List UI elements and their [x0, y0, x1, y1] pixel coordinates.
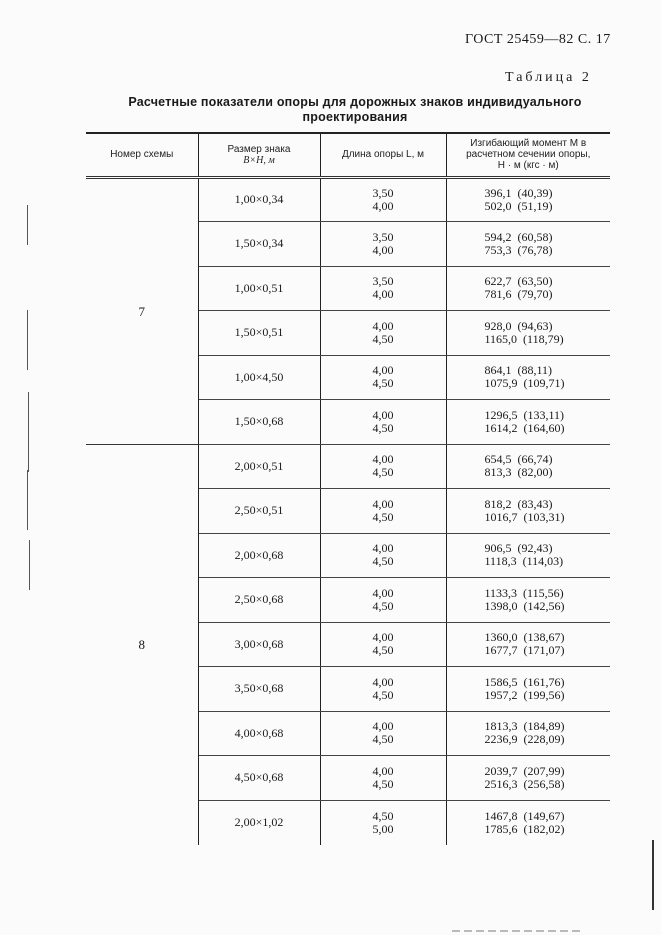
bending-moment-value: 906,5 (92,43) [484, 541, 553, 556]
bending-moment-value: 2039,7 (207,99) [484, 763, 565, 778]
support-length-value: 4,00 [372, 719, 394, 734]
bending-moment-cell [446, 489, 610, 534]
header-support-length: Длина опоры L, м [320, 133, 446, 177]
header-sign-size-line-2: B×H, м [243, 154, 275, 166]
scheme-number-cell: 7 [86, 177, 198, 444]
support-length-cell [320, 311, 446, 356]
bending-moment-cell [446, 533, 610, 578]
bending-moment-value: 502,0 (51,19) [484, 198, 553, 213]
bending-moment-value: 781,6 (79,70) [484, 287, 553, 302]
support-length-value: 3,50 [372, 274, 394, 289]
header-bending-moment-line-1: Изгибающий момент M в [470, 138, 587, 150]
sign-size-cell: 2,00×1,02 [198, 800, 320, 845]
support-length-cell [320, 444, 446, 489]
header-sign-size-line-1: Размер знака [227, 143, 291, 155]
support-length-value: 4,00 [372, 585, 394, 600]
bending-moment-value: 1296,5 (133,11) [484, 407, 565, 422]
sign-size-cell: 1,00×4,50 [198, 355, 320, 400]
margin-scan-mark [27, 470, 28, 530]
bending-moment-value: 1677,7 (171,07) [484, 643, 565, 658]
support-length-value: 4,50 [372, 776, 394, 791]
support-length-value: 4,00 [372, 452, 394, 467]
support-length-value: 4,00 [372, 407, 394, 422]
support-length-value: 4,00 [372, 287, 394, 302]
support-length-cell [320, 222, 446, 267]
margin-scan-mark [28, 392, 29, 472]
sign-size-cell: 3,50×0,68 [198, 667, 320, 712]
sign-size-cell: 1,50×0,34 [198, 222, 320, 267]
support-length-cell [320, 622, 446, 667]
bending-moment-value: 813,3 (82,00) [484, 465, 553, 480]
sign-size-cell: 3,00×0,68 [198, 622, 320, 667]
support-length-value: 4,50 [372, 465, 394, 480]
support-length-value: 4,00 [372, 763, 394, 778]
support-length-value: 4,00 [372, 496, 394, 511]
support-length-cell [320, 177, 446, 222]
support-length-value: 4,50 [372, 808, 394, 823]
header-scheme-number: Номер схемы [110, 149, 174, 161]
footer-scan-artifact [452, 930, 582, 932]
header-bending-moment-line-3: Н · м (кгс · м) [497, 160, 559, 172]
bending-moment-value: 1075,9 (109,71) [484, 376, 565, 391]
bending-moment-value: 396,1 (40,39) [484, 185, 553, 200]
bending-moment-value: 1813,3 (184,89) [484, 719, 565, 734]
bending-moment-cell [446, 667, 610, 712]
sign-size-cell: 1,00×0,51 [198, 266, 320, 311]
bending-moment-cell [446, 444, 610, 489]
page-header-reference: ГОСТ 25459—82 С. 17 [465, 32, 611, 47]
bending-moment-value: 1785,6 (182,02) [484, 821, 565, 836]
support-length-cell [320, 578, 446, 623]
bending-moment-cell [446, 756, 610, 801]
header-bending-moment [446, 133, 610, 177]
table-title-line-2: проектирования [302, 110, 408, 124]
support-length-value: 4,00 [372, 674, 394, 689]
support-length-value: 4,00 [372, 363, 394, 378]
header-sign-size [198, 133, 320, 177]
support-length-cell [320, 667, 446, 712]
bending-moment-value: 753,3 (76,78) [484, 242, 553, 257]
support-length-value: 4,50 [372, 598, 394, 613]
support-length-value: 4,50 [372, 554, 394, 569]
scheme-number-cell: 8 [86, 444, 198, 845]
margin-scan-mark [29, 540, 30, 590]
table-title-line-1: Расчетные показатели опоры для дорожных знаков индивидуального [128, 95, 582, 109]
support-length-cell [320, 489, 446, 534]
header-bending-moment-line-2: расчетном сечении опоры, [466, 149, 591, 161]
bending-moment-cell [446, 266, 610, 311]
support-length-value: 4,50 [372, 732, 394, 747]
sign-size-cell: 2,00×0,68 [198, 533, 320, 578]
bending-moment-value: 1586,5 (161,76) [484, 674, 565, 689]
support-length-cell [320, 355, 446, 400]
sign-size-cell: 1,00×0,34 [198, 177, 320, 222]
bending-moment-value: 1467,8 (149,67) [484, 808, 565, 823]
bending-moment-value: 1398,0 (142,56) [484, 598, 565, 613]
bending-moment-value: 818,2 (83,43) [484, 496, 553, 511]
bending-moment-value: 622,7 (63,50) [484, 274, 553, 289]
table-row [86, 177, 610, 222]
table-header-row [86, 133, 610, 177]
bending-moment-value: 2516,3 (256,58) [484, 776, 565, 791]
support-length-value: 4,50 [372, 509, 394, 524]
bending-moment-value: 2236,9 (228,09) [484, 732, 565, 747]
sign-size-cell: 1,50×0,68 [198, 400, 320, 445]
support-length-value: 3,50 [372, 185, 394, 200]
sign-size-cell: 4,50×0,68 [198, 756, 320, 801]
support-length-value: 3,50 [372, 229, 394, 244]
bending-moment-cell [446, 177, 610, 222]
support-length-value: 4,00 [372, 198, 394, 213]
bending-moment-cell [446, 311, 610, 356]
sign-size-cell: 2,50×0,68 [198, 578, 320, 623]
bending-moment-cell [446, 711, 610, 756]
table-title [100, 95, 610, 125]
margin-scan-mark [27, 205, 28, 245]
margin-scan-mark [652, 840, 654, 910]
bending-moment-value: 654,5 (66,74) [484, 452, 553, 467]
sign-size-cell: 4,00×0,68 [198, 711, 320, 756]
sign-size-cell: 2,50×0,51 [198, 489, 320, 534]
support-length-value: 4,00 [372, 242, 394, 257]
bending-moment-value: 1118,3 (114,03) [484, 554, 564, 569]
support-length-cell [320, 533, 446, 578]
bending-moment-value: 1360,0 (138,67) [484, 630, 565, 645]
margin-scan-mark [27, 310, 28, 370]
support-length-cell [320, 711, 446, 756]
bending-moment-cell [446, 622, 610, 667]
table-label: Таблица 2 [505, 70, 592, 85]
table-row [86, 444, 610, 489]
support-length-value: 4,50 [372, 643, 394, 658]
bending-moment-cell [446, 400, 610, 445]
bending-moment-value: 1165,0 (118,79) [484, 331, 564, 346]
bending-moment-cell [446, 800, 610, 845]
support-length-cell [320, 756, 446, 801]
bending-moment-value: 1016,7 (103,31) [484, 509, 565, 524]
support-length-value: 4,50 [372, 376, 394, 391]
support-length-cell [320, 800, 446, 845]
sign-size-cell: 1,50×0,51 [198, 311, 320, 356]
bending-moment-value: 1957,2 (199,56) [484, 687, 565, 702]
support-length-cell [320, 266, 446, 311]
support-length-value: 5,00 [372, 821, 394, 836]
support-length-value: 4,50 [372, 687, 394, 702]
bending-moment-value: 1614,2 (164,60) [484, 420, 565, 435]
bending-moment-cell [446, 355, 610, 400]
calculation-table [86, 132, 610, 845]
support-length-cell [320, 400, 446, 445]
support-length-value: 4,00 [372, 541, 394, 556]
bending-moment-value: 594,2 (60,58) [484, 229, 553, 244]
support-length-value: 4,50 [372, 331, 394, 346]
support-length-value: 4,00 [372, 318, 394, 333]
bending-moment-value: 1133,3 (115,56) [484, 585, 564, 600]
support-length-value: 4,00 [372, 630, 394, 645]
sign-size-cell: 2,00×0,51 [198, 444, 320, 489]
bending-moment-value: 864,1 (88,11) [484, 363, 553, 378]
support-length-value: 4,50 [372, 420, 394, 435]
bending-moment-cell [446, 222, 610, 267]
bending-moment-value: 928,0 (94,63) [484, 318, 553, 333]
bending-moment-cell [446, 578, 610, 623]
